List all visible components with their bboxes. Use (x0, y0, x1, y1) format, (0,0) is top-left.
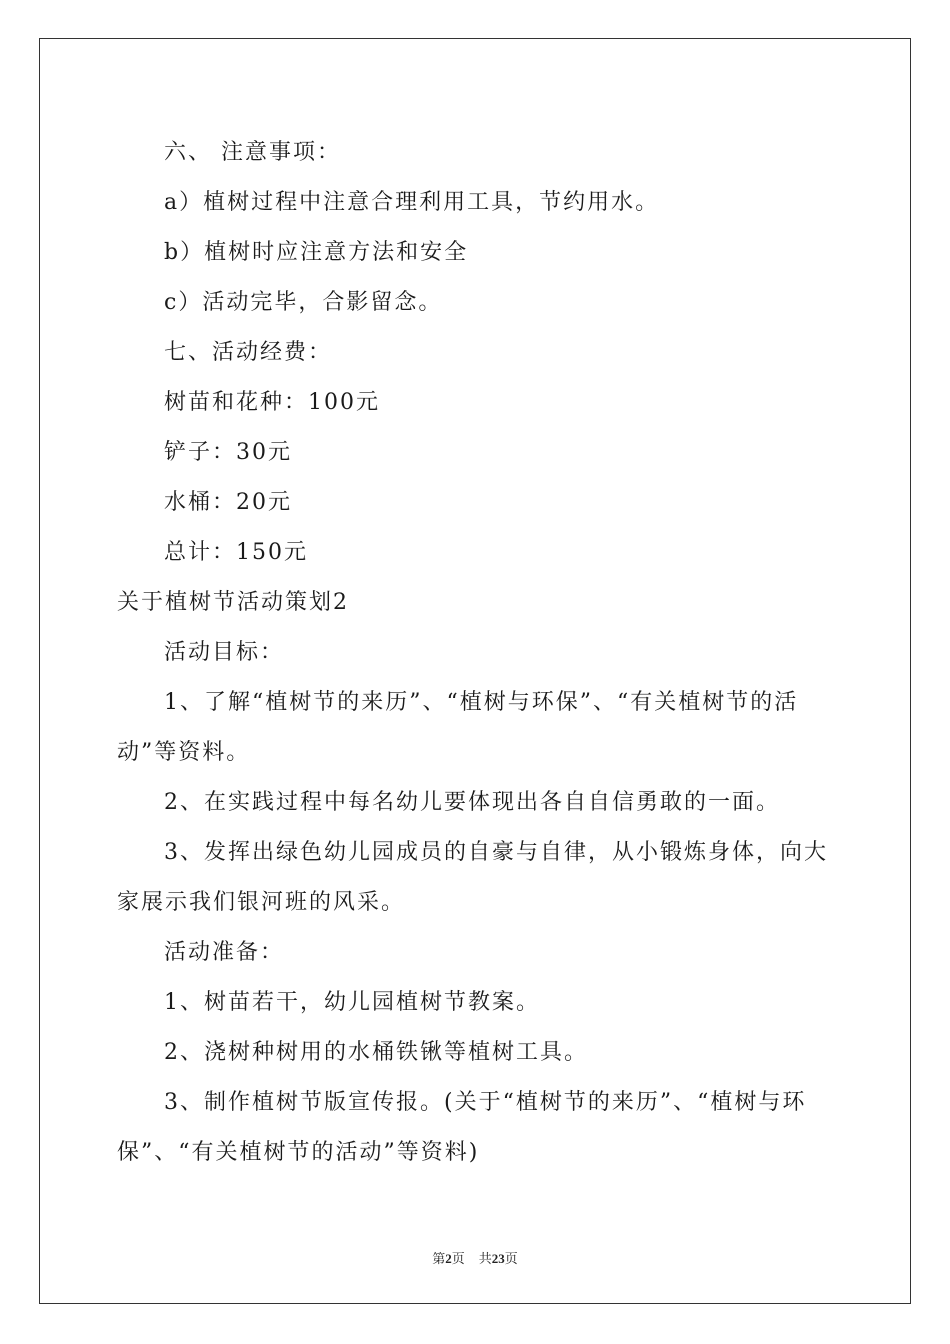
document-title: 关于植树节活动策划2 (117, 590, 349, 615)
paragraph: 3、发挥出绿色幼儿园成员的自豪与自律，从小锻炼身体，向大家展示我们银河班的风采。 (117, 840, 828, 915)
paragraph: 2、在实践过程中每名幼儿要体现出各自自信勇敢的一面。 (164, 790, 780, 815)
section-heading: 活动准备： (164, 940, 285, 965)
paragraph: b）植树时应注意方法和安全 (164, 240, 469, 265)
paragraph: a）植树过程中注意合理利用工具，节约用水。 (164, 190, 660, 215)
total-label-suffix: 页 (504, 1252, 518, 1267)
paragraph: 1、树苗若干，幼儿园植树节教案。 (164, 990, 540, 1015)
paragraph: 铲子：30元 (164, 440, 292, 465)
section-heading: 七、活动经费： (164, 340, 333, 365)
page-footer (0, 1248, 950, 1267)
page-total: 23 (491, 1251, 505, 1266)
total-label-prefix: 共 (478, 1252, 492, 1267)
paragraph: 树苗和花种：100元 (164, 390, 380, 415)
paragraph: 3、制作植树节版宣传报。(关于“植树节的来历”、“植树与环保”、“有关植树节的活动”等资料) (117, 1090, 807, 1165)
page-label-mid: 页 (451, 1252, 465, 1267)
paragraph: c）活动完毕，合影留念。 (164, 290, 443, 315)
document-body (117, 128, 837, 1178)
paragraph: 2、浇树种树用的水桶铁锹等植树工具。 (164, 1040, 588, 1065)
paragraph: 1、了解“植树节的来历”、“植树与环保”、“有关植树节的活动”等资料。 (117, 690, 799, 765)
paragraph: 水桶：20元 (164, 490, 292, 515)
paragraph: 六、 注意事项： (164, 140, 341, 165)
page-label-prefix: 第 (432, 1252, 446, 1267)
paragraph: 总计：150元 (164, 540, 308, 565)
page-current: 2 (445, 1251, 452, 1266)
section-heading: 活动目标： (164, 640, 285, 665)
